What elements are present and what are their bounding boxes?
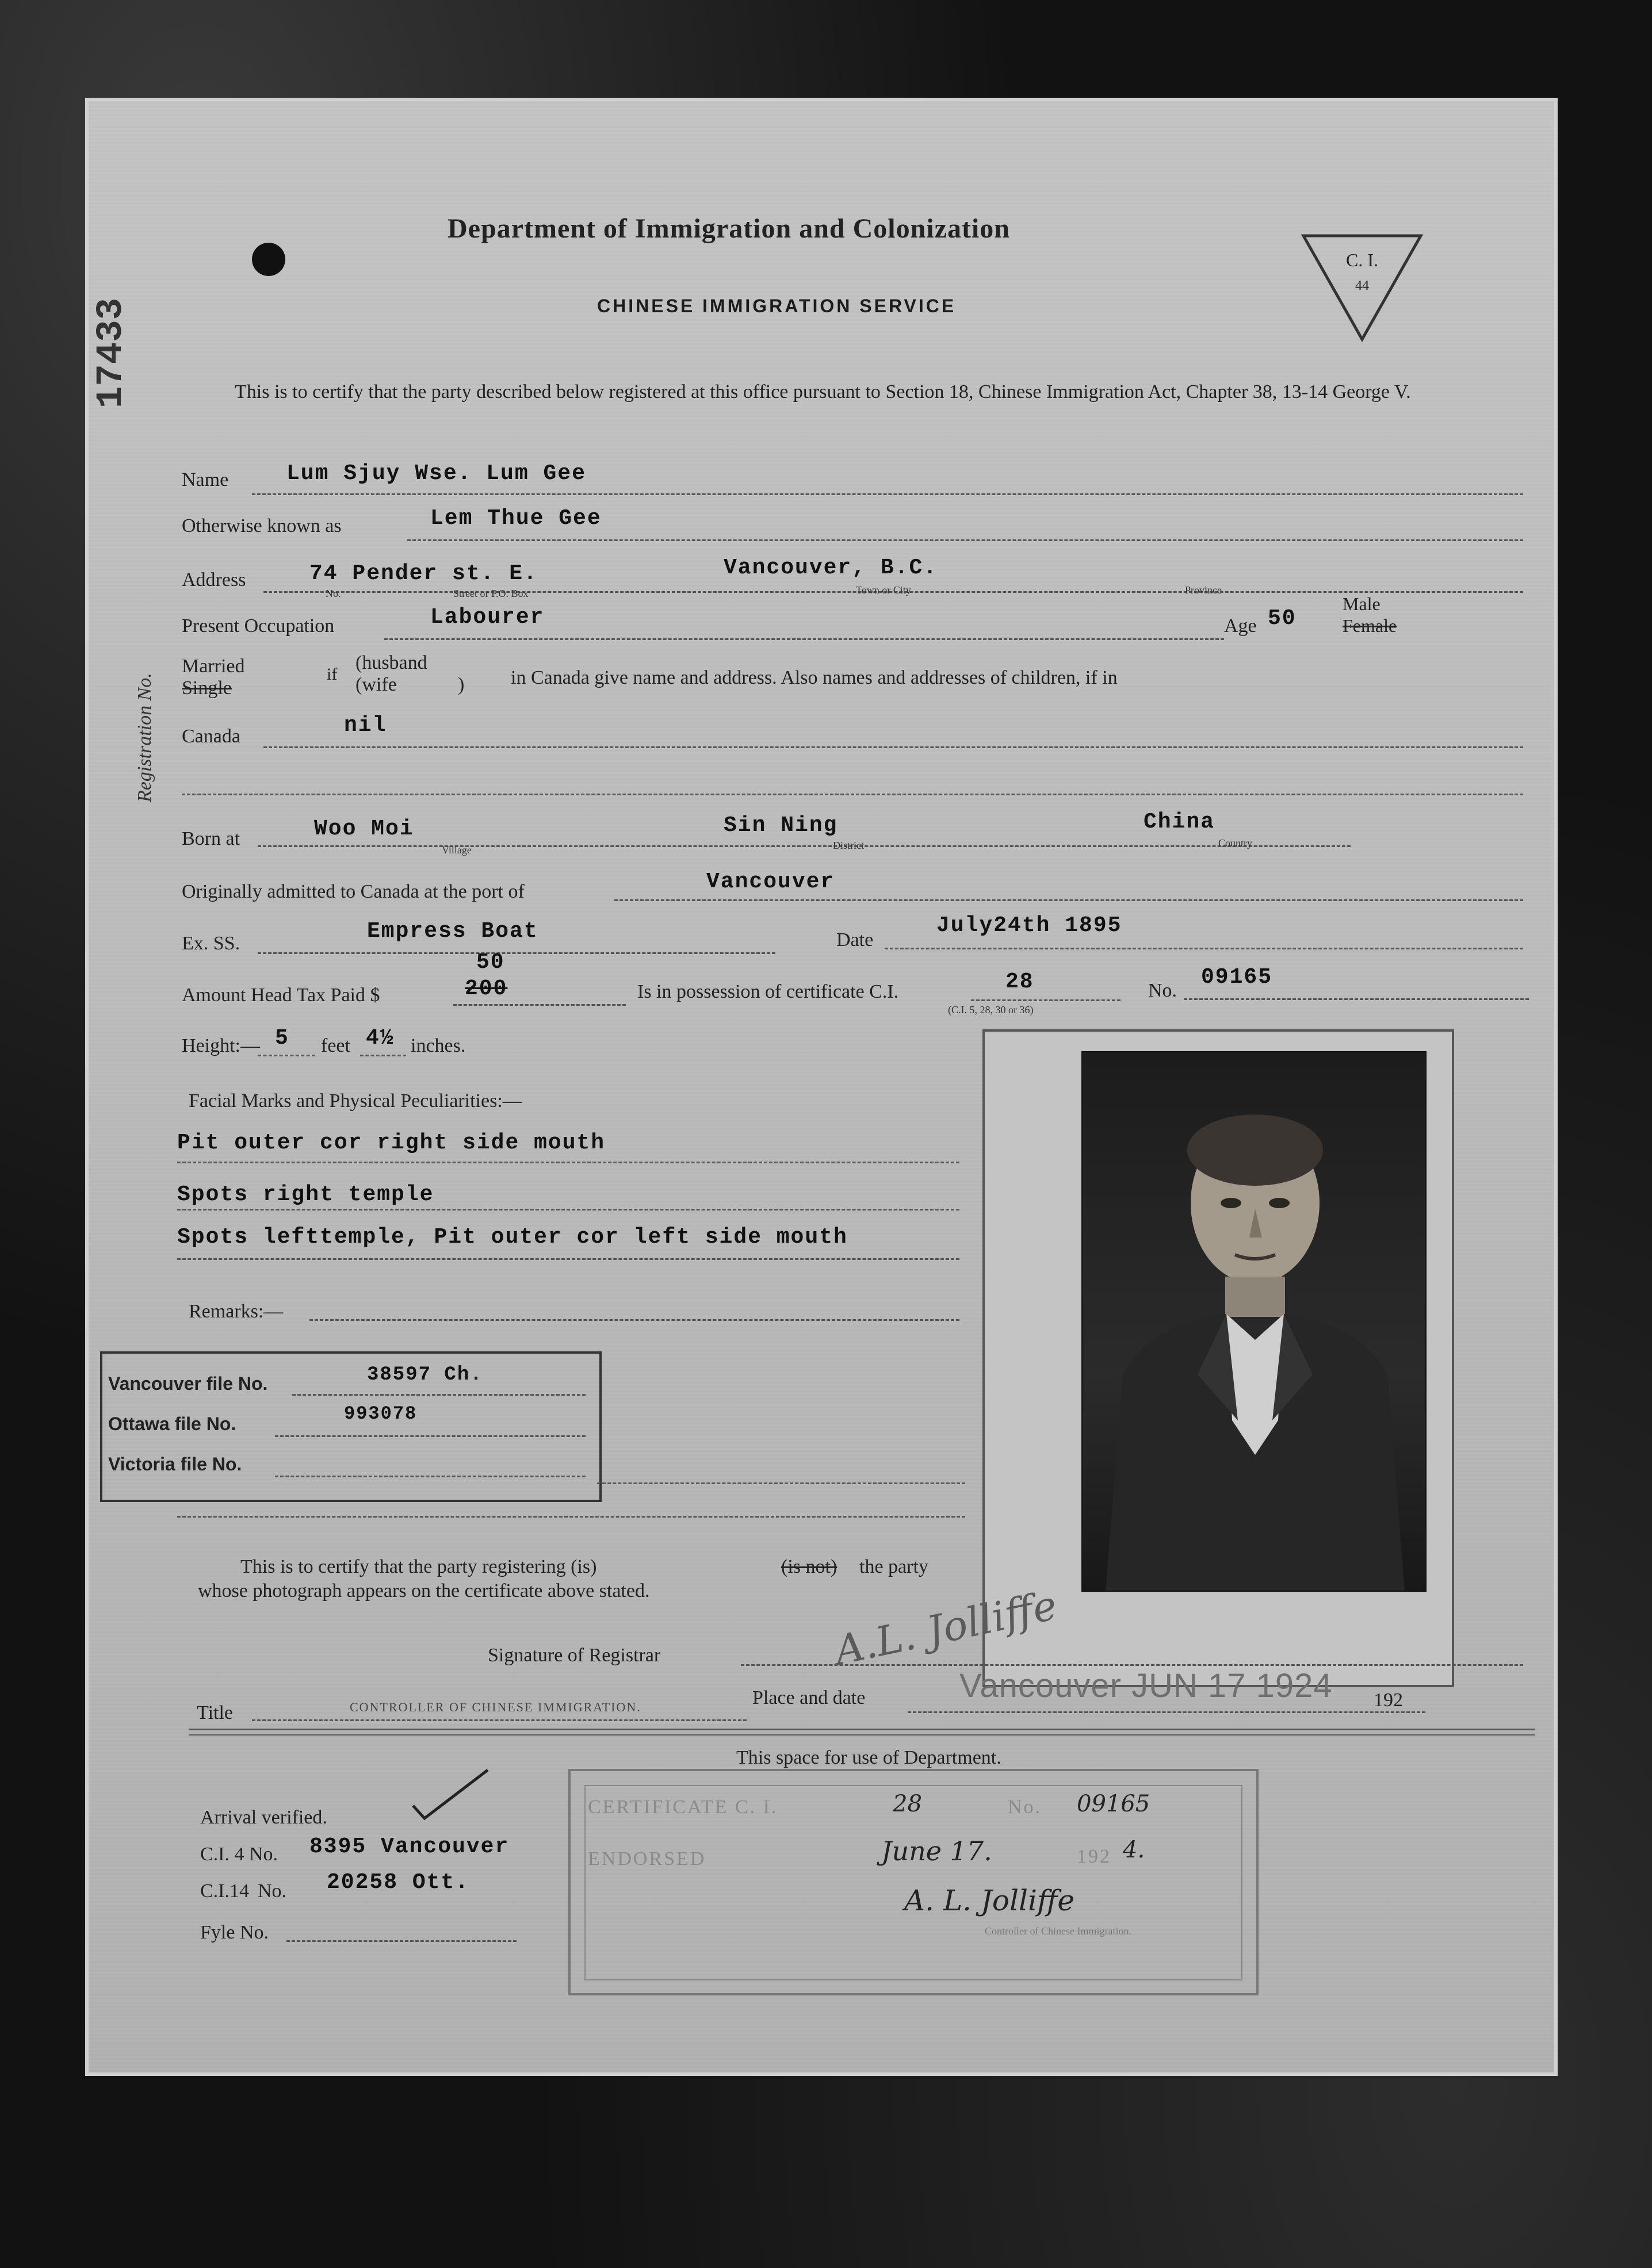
endorsement-stamp <box>568 1769 1259 1995</box>
endorsed-date: June 17. <box>881 1836 992 1867</box>
occupation-label: Present Occupation <box>182 615 335 637</box>
if-label: if <box>327 665 338 684</box>
department-title: Department of Immigration and Colonization <box>448 213 1010 244</box>
vancouver-date-stamp: Vancouver JUN 17 1924 <box>959 1667 1333 1704</box>
arrival-verified-label: Arrival verified. <box>200 1807 327 1828</box>
feet-label: feet <box>321 1035 350 1056</box>
canada-label: Canada <box>182 726 240 747</box>
born-sub-village: Village <box>442 844 472 856</box>
facial-mark-2: Spots right temple <box>177 1182 434 1207</box>
endorsement-no-value: 09165 <box>1077 1791 1150 1817</box>
title-label: Title <box>197 1702 234 1723</box>
address-sub-no: No. <box>326 588 341 599</box>
ci14-label: C.I.14 <box>200 1880 249 1902</box>
name-value: Lum Sjuy Wse. Lum Gee <box>286 461 586 486</box>
wife-label: (wife <box>355 674 397 695</box>
height-inches: 4½ <box>366 1026 395 1051</box>
certify-line-1b: the party <box>859 1556 928 1577</box>
married-label: Married <box>182 656 245 677</box>
certificate-ci: 28 <box>1005 970 1034 994</box>
form-code: C. I. <box>1346 250 1378 270</box>
close-paren: ) <box>458 674 465 695</box>
port-label: Originally admitted to Canada at the port of <box>182 881 525 902</box>
born-sub-district: District <box>833 840 864 851</box>
year-suffix: 192 <box>1374 1689 1403 1711</box>
ship-label: Ex. SS. <box>182 933 240 954</box>
signature-label: Signature of Registrar <box>488 1645 661 1666</box>
endorsement-cert-label: CERTIFICATE C. I. <box>588 1796 778 1818</box>
head-tax-struck: 200 <box>465 976 508 1001</box>
endorsement-cert-ci: 28 <box>893 1791 922 1817</box>
ci4-value: 8395 Vancouver <box>309 1834 510 1859</box>
registrar-signature: A.L. Jolliffe <box>830 1581 1061 1675</box>
certify-line-1-struck: (is not) <box>781 1556 838 1577</box>
address-city: Vancouver, B.C. <box>724 555 938 580</box>
head-tax-value: 50 <box>476 950 505 975</box>
registration-label: Registration No. <box>134 673 155 802</box>
certificate-label: Is in possession of certificate C.I. <box>637 981 899 1002</box>
certify-line-2: whose photograph appears on the certificate above stated. <box>198 1580 650 1602</box>
vancouver-file-value: 38597 Ch. <box>367 1364 483 1386</box>
ottawa-file-label: Ottawa file No. <box>108 1413 236 1434</box>
punch-hole <box>252 243 285 276</box>
facial-marks-label: Facial Marks and Physical Peculiarities:— <box>189 1090 522 1112</box>
other-name-label: Otherwise known as <box>182 515 342 537</box>
sex-female-struck: Female <box>1343 615 1397 636</box>
born-label: Born at <box>182 828 240 849</box>
husband-label: (husband <box>355 652 427 673</box>
title-value: CONTROLLER OF CHINESE IMMIGRATION. <box>350 1700 641 1714</box>
date-value: July24th 1895 <box>936 913 1122 938</box>
height-feet: 5 <box>275 1026 289 1051</box>
date-label: Date <box>836 929 874 951</box>
person-portrait-icon <box>1083 1052 1425 1591</box>
ship-value: Empress Boat <box>367 919 538 944</box>
endorsement-no-label: No. <box>1008 1796 1042 1818</box>
certify-line-1a: This is to certify that the party registering (is) <box>240 1556 597 1577</box>
head-tax-label: Amount Head Tax Paid $ <box>182 984 380 1006</box>
service-title: CHINESE IMMIGRATION SERVICE <box>597 296 957 316</box>
address-street: 74 Pender st. E. <box>309 561 538 586</box>
ci14-value: 20258 Ott. <box>327 1870 470 1895</box>
born-district: Sin Ning <box>724 813 838 838</box>
ottawa-file-value: 993078 <box>344 1403 418 1424</box>
height-label: Height:— <box>182 1035 260 1056</box>
endorsed-label: ENDORSED <box>588 1848 706 1869</box>
name-label: Name <box>182 469 229 491</box>
vancouver-file-label: Vancouver file No. <box>108 1373 268 1394</box>
fyle-no-label: Fyle No. <box>200 1922 269 1943</box>
certificate-no-label: No. <box>1148 980 1177 1001</box>
facial-mark-1: Pit outer cor right side mouth <box>177 1131 606 1155</box>
endorsed-year-hand: 4. <box>1123 1837 1145 1863</box>
file-number-box <box>100 1351 602 1502</box>
port-value: Vancouver <box>706 869 835 894</box>
certificate-sub: (C.I. 5, 28, 30 or 36) <box>948 1004 1034 1016</box>
victoria-file-label: Victoria file No. <box>108 1454 242 1474</box>
ci4-label: C.I. 4 No. <box>200 1844 278 1865</box>
born-sub-country: Country <box>1218 837 1253 849</box>
sex-male: Male <box>1343 593 1381 614</box>
registration-number: 17433 <box>91 297 132 408</box>
address-label: Address <box>182 569 246 591</box>
born-village: Woo Moi <box>314 817 414 841</box>
canada-value: nil <box>344 713 387 738</box>
department-use-heading: This space for use of Department. <box>736 1747 1001 1768</box>
born-country: China <box>1144 810 1215 834</box>
single-label-struck: Single <box>182 677 232 699</box>
endorsement-signature: A. L. Jolliffe <box>904 1884 1075 1917</box>
remarks-label: Remarks:— <box>189 1301 284 1322</box>
inches-label: inches. <box>411 1035 466 1056</box>
registration-certificate <box>85 98 1558 2076</box>
facial-mark-3: Spots lefttemple, Pit outer cor left side mouth <box>177 1225 848 1250</box>
age-value: 50 <box>1268 606 1297 631</box>
check-mark-icon <box>407 1765 494 1823</box>
endorsed-year-print: 192 <box>1077 1846 1111 1867</box>
ci14-no-label: No. <box>258 1880 287 1902</box>
address-sub-street: Street or P.O. Box <box>453 588 529 599</box>
certificate-no: 09165 <box>1201 965 1273 990</box>
applicant-photograph <box>1081 1051 1427 1592</box>
age-label: Age <box>1224 615 1257 637</box>
form-code-triangle <box>1299 230 1425 345</box>
place-date-label: Place and date <box>752 1687 866 1708</box>
controller-caption: Controller of Chinese Immigration. <box>985 1925 1131 1937</box>
other-name-value: Lem Thue Gee <box>430 506 602 531</box>
spouse-instructions: in Canada give name and address. Also names and addresses of children, if in <box>511 667 1118 688</box>
address-sub-province: Province <box>1185 584 1222 596</box>
occupation-value: Labourer <box>430 605 545 630</box>
certify-paragraph: This is to certify that the party described below registered at this office pursuant to Section 18, Chinese Immigration Act, Chapter 38, 13-14 George V. <box>235 381 1411 403</box>
address-sub-town: Town or City <box>856 584 911 596</box>
form-number: 44 <box>1355 278 1369 293</box>
